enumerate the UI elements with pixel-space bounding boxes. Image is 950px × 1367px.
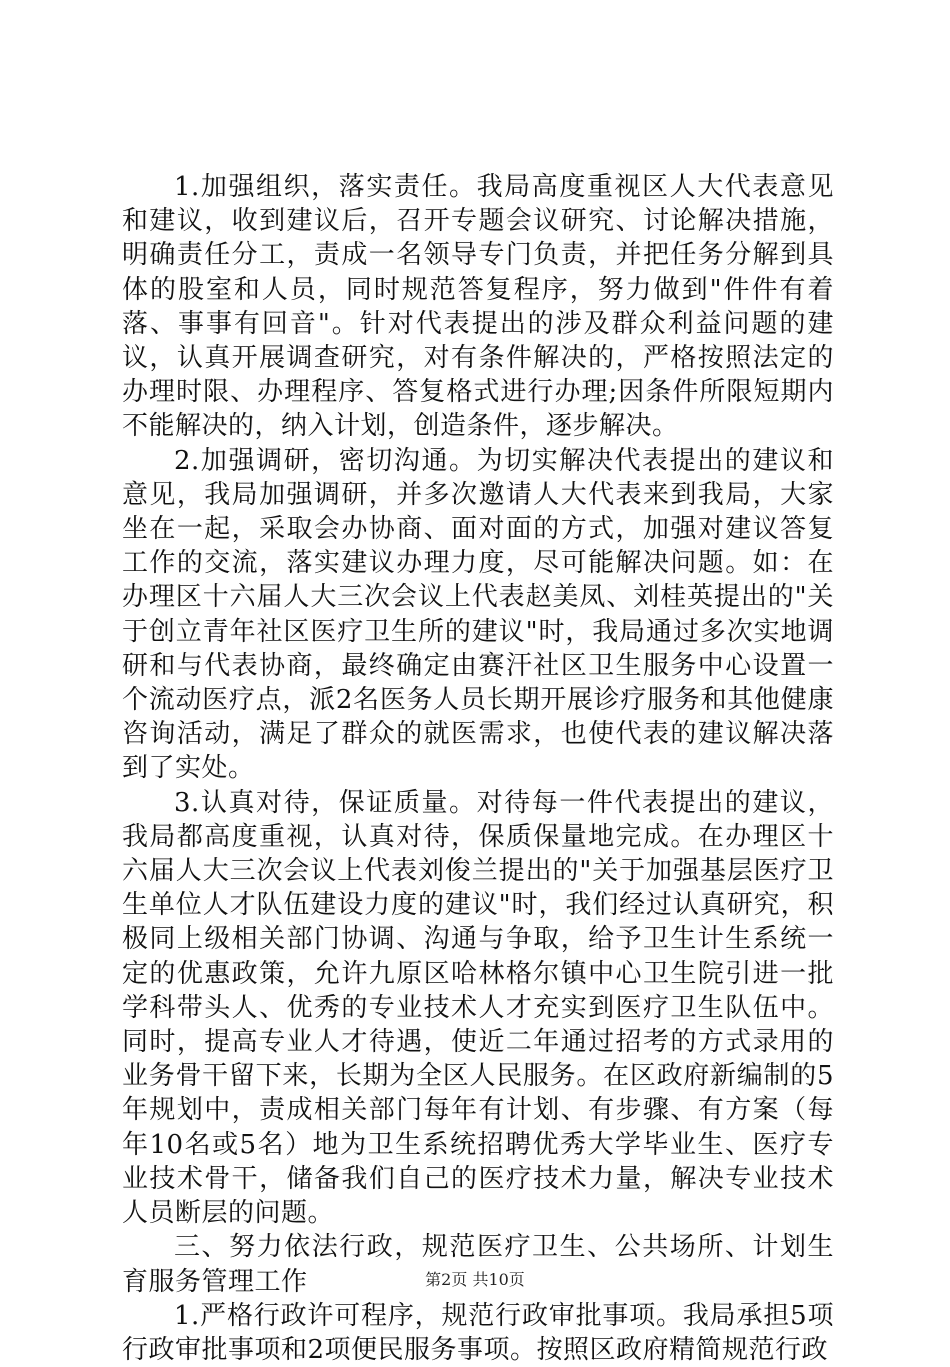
paragraph-2-research: 2.加强调研，密切沟通。为切实解决代表提出的建议和意见，我局加强调研，并多次邀请人大代表来到我局，大家坐在一起，采取会办协商、面对面的方式，加强对建议答复工作的交流，落实建议办理力度，尽可能解决问题。如：在办理区十六届人大三次会议上代表赵美凤、刘桂英提出的"关于创立青年社区医疗卫生所的建议"时，我局通过多次实地调研和与代表协商，最终确定由赛汗社区卫生服务中心设置一个流动医疗点，派2名医务人员长期开展诊疗服务和其他健康咨询活动，满足了群众的就医需求，也使代表的建议解决落到了实处。: [122, 445, 834, 784]
document-body: [122, 170, 834, 1367]
paragraph-1-organization: 1.加强组织，落实责任。我局高度重视区人大代表意见和建议，收到建议后，召开专题会议研究、讨论解决措施，明确责任分工，责成一名领导专门负责，并把任务分解到具体的股室和人员，同时规范答复程序，努力做到"件件有着落、事事有回音"。针对代表提出的涉及群众利益问题的建议，认真开展调查研究，对有条件解决的，严格按照法定的办理时限、办理程序、答复格式进行办理;因条件所限短期内不能解决的，纳入计划，创造条件，逐步解决。: [122, 172, 834, 442]
paragraph-3-quality: 3.认真对待，保证质量。对待每一件代表提出的建议，我局都高度重视，认真对待，保质保量地完成。在办理区十六届人大三次会议上代表刘俊兰提出的"关于加强基层医疗卫生单位人才队伍建设力度的建议"时，我们经过认真研究，积极同上级相关部门协调、沟通与争取，给予卫生计生系统一定的优惠政策，允许九原区哈林格尔镇中心卫生院引进一批学科带头人、优秀的专业技术人才充实到医疗卫生队伍中。同时，提高专业人才待遇，使近二年通过招考的方式录用的业务骨干留下来，长期为全区人民服务。在区政府新编制的5年规划中，责成相关部门每年有计划、有步骤、有方案（每年10名或5名）地为卫生系统招聘优秀大学毕业生、医疗专业技术骨干，储备我们自己的医疗技术力量，解决专业技术人员断层的问题。: [122, 787, 834, 1229]
page-number-footer: 第2页 共10页: [425, 1270, 525, 1289]
section-heading-3: 三、努力依法行政，规范医疗卫生、公共场所、计划生育服务管理工作: [122, 1232, 834, 1297]
paragraph-administrative-approval: 1.严格行政许可程序，规范行政审批事项。我局承担5项行政审批事项和2项便民服务事项。按照区政府精简规范行政: [122, 1300, 834, 1365]
